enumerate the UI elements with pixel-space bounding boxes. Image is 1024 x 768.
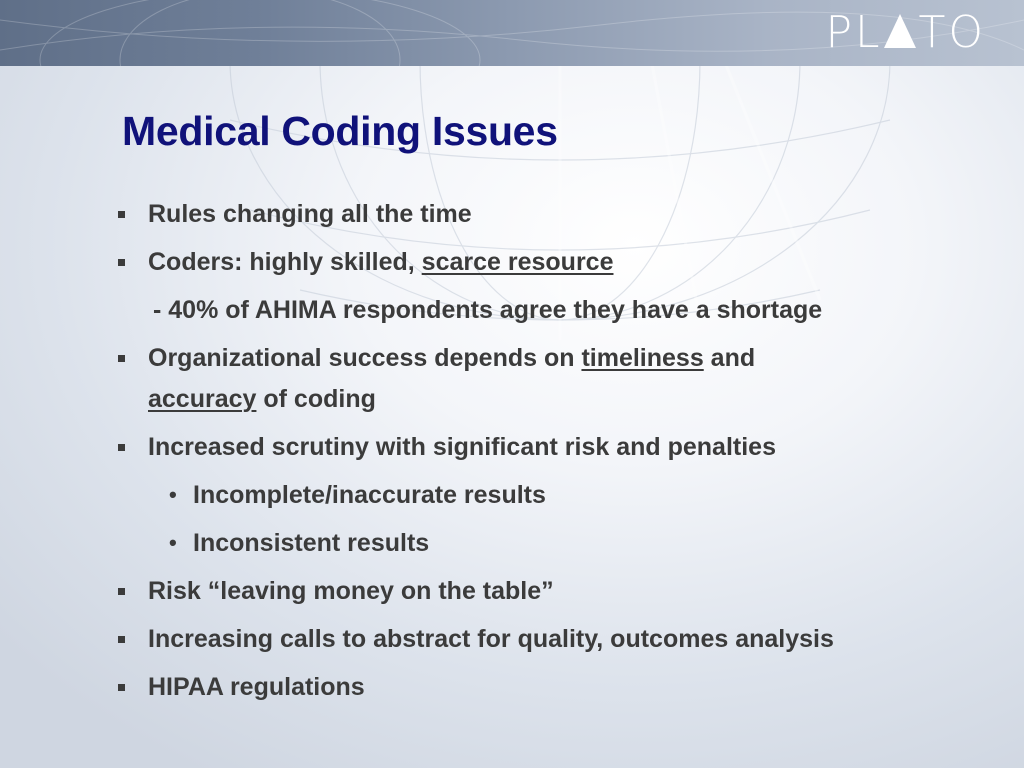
sub-item (153, 295, 822, 325)
bullet-item (148, 672, 365, 702)
bullet-text: and (703, 344, 756, 372)
bullet-text: Rules changing all the time (148, 200, 472, 228)
underlined-text: scarce resource (421, 248, 614, 276)
bullet-item (148, 432, 776, 462)
bullet-item (148, 624, 834, 654)
sub-bullet-text: Incomplete/inaccurate results (193, 481, 546, 509)
bullet-item (148, 343, 755, 373)
square-bullet-icon (118, 444, 125, 451)
bullet-text: of coding (256, 385, 376, 413)
bullet-item (148, 247, 613, 277)
bullet-text: Increased scrutiny with significant risk and penalties (148, 433, 776, 461)
square-bullet-icon (118, 684, 125, 691)
bullet-item (148, 576, 554, 606)
sub-item-text: - 40% of AHIMA respondents agree they have a shortage (153, 296, 823, 324)
bullet-text: Risk “leaving money on the table” (148, 577, 554, 605)
bullet-item (148, 199, 472, 229)
square-bullet-icon (118, 211, 125, 218)
logo-text-right: TO (918, 6, 986, 58)
underlined-text: timeliness (581, 344, 704, 372)
bullet-text: Coders: highly skilled, (148, 248, 422, 276)
round-bullet-icon: • (169, 530, 177, 555)
square-bullet-icon (118, 259, 125, 266)
square-bullet-icon (118, 588, 125, 595)
underlined-text: accuracy (148, 385, 257, 413)
bullet-text: Organizational success depends on (148, 344, 582, 372)
bullet-text: HIPAA regulations (148, 673, 365, 701)
sub-bullet-item (193, 528, 429, 558)
bullet-item-continuation (148, 384, 376, 414)
square-bullet-icon (118, 355, 125, 362)
logo-text-left: PL (825, 6, 883, 58)
slide-title: Medical Coding Issues (122, 108, 558, 154)
sub-bullet-item (193, 480, 546, 510)
square-bullet-icon (118, 636, 125, 643)
bullet-text: Increasing calls to abstract for quality, outcomes analysis (148, 625, 834, 653)
sub-bullet-text: Inconsistent results (193, 529, 430, 557)
round-bullet-icon: • (169, 482, 177, 507)
